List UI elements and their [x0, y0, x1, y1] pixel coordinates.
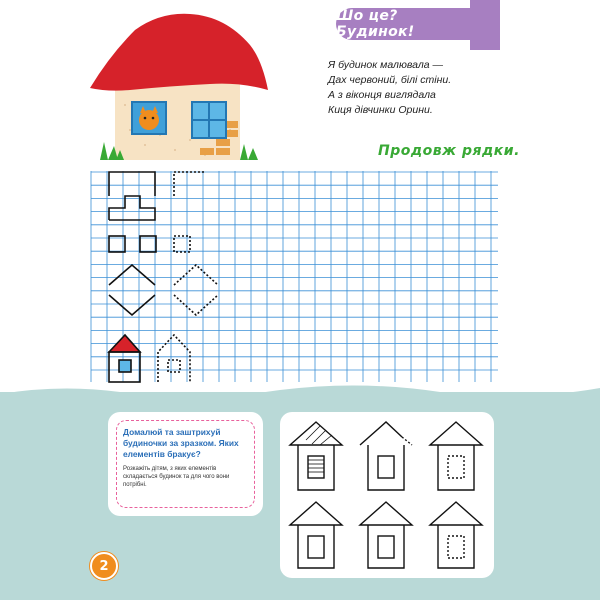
houses-drawing [280, 412, 494, 578]
page-title: Шо це? Будинок! [336, 8, 480, 40]
pattern-diamond-top [109, 265, 155, 285]
house-outline [430, 422, 482, 490]
pattern-diamond-top-dotted [174, 265, 218, 285]
house-outline [360, 422, 412, 490]
pattern-blocks [109, 196, 155, 220]
poem-line: Я будинок малювала — [328, 59, 444, 71]
house-outline [360, 502, 412, 568]
task-hint: Розкажіть дітям, з яких елементів складається будинок та для чого вони потрібні. [123, 466, 230, 488]
pattern-diamond-bottom [109, 295, 155, 315]
task-card [108, 412, 263, 516]
exercise-grid [90, 170, 500, 385]
grid-lines [91, 171, 498, 382]
pattern-house-dotted [158, 335, 190, 382]
pattern-steps [109, 172, 155, 196]
instruction-continue-rows: Продовж рядки. [378, 143, 520, 159]
sample-patterns [109, 172, 218, 382]
poem [328, 58, 498, 118]
page-number: 2 [90, 552, 118, 580]
pattern-steps-dotted [174, 172, 206, 196]
house-roof [90, 14, 268, 91]
poem-line: Киця дівчинки Орини. [328, 104, 433, 116]
houses-card [280, 412, 494, 578]
poem-line: А з віконця виглядала [328, 89, 436, 101]
house-illustration [90, 10, 270, 170]
pattern-house-window [119, 360, 131, 372]
house-outline-hatched-roof [290, 422, 342, 490]
poem-line: Дах червоний, білі стіни. [328, 74, 452, 86]
house-outline [430, 502, 482, 568]
pattern-diamond-bottom-dotted [174, 295, 218, 315]
task-question: Домалюй та заштрихуй будиночки за зразком. Яких елементів бракує? [123, 427, 239, 459]
house-outline [290, 502, 342, 568]
